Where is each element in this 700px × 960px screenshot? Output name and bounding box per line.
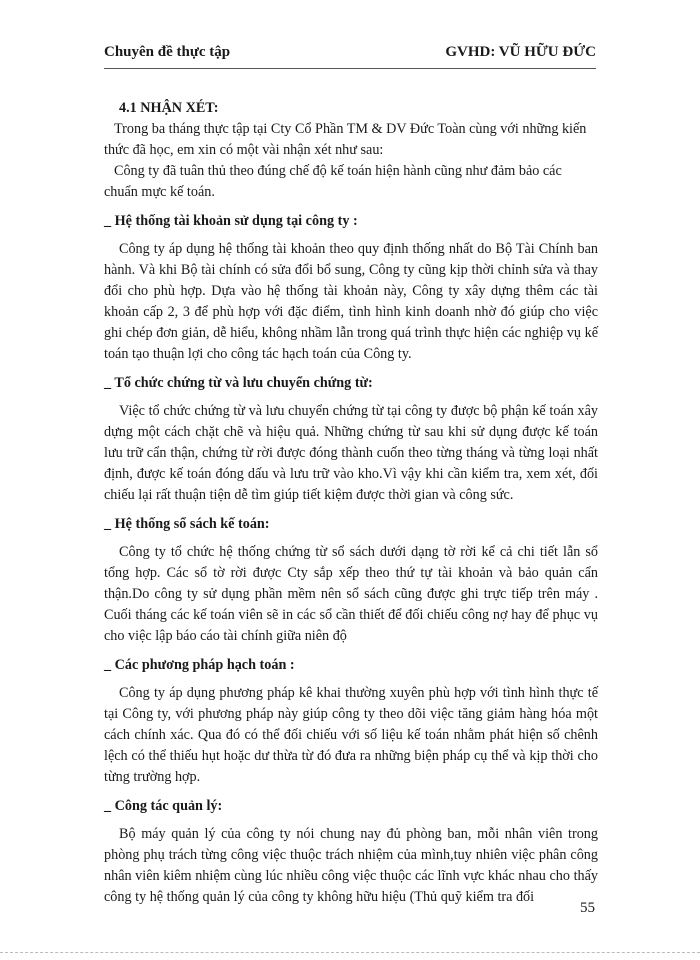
paragraph-management: Bộ máy quản lý của công ty nói chung nay đủ phòng ban, mỗi nhân viên trong phòng phụ trách từng công việc thuộc trách nhiệm của mình,tuy nhiên việc phân công nhân viên kiêm nhiệm cùng lúc nhiều công việc thuộc các lĩnh vực khác nhau cho thấy công ty hệ thống quản lý của công ty không hữu hiệu (Thủ quỹ kiểm tra đối — [104, 826, 598, 905]
heading-management: _ Công tác quản lý: — [104, 798, 223, 814]
paragraph-voucher-organization: Việc tổ chức chứng từ và lưu chuyển chứng từ tại công ty được bộ phận kế toán xây dựng một cách chặt chẽ và hiệu quả. Những chứng từ sau khi sử dụng được kế toán lưu trữ cẩn thận, chứng từ rời được đóng thành cuốn theo từng tháng và từng loại nhất định, được kế toán đóng dấu và lưu trữ vào kho.Vì vậy khi cần kiểm tra, xem xét, đối chiếu lại rất thuận tiện dễ tìm giúp tiết kiệm được thời gian và công sức. — [104, 403, 598, 503]
paragraph-account-system: Công ty áp dụng hệ thống tài khoản theo quy định thống nhất do Bộ Tài Chính ban hành. Và khi Bộ tài chính có sửa đổi bổ sung, Công ty cũng kịp thời chỉnh sửa và thay đổi cho phù hợp. Dựa vào hệ thống tài khoản này, Công ty xây dựng thêm các tài khoản cấp 2, 3 để phù hợp với đặc điểm, tình hình kinh doanh nhờ đó giúp cho việc ghi chép đơn giản, dễ hiểu, không nhầm lẫn trong quá trình thực hiện các nghiệp vụ kế toán tạo thuận lợi cho công tác hạch toán của Công ty. — [104, 241, 598, 362]
intro-paragraph-1: Trong ba tháng thực tập tại Cty Cổ Phần TM & DV Đức Toàn cùng với những kiến thức đã học, em xin có một vài nhận xét như sau: — [104, 121, 587, 158]
heading-accounting-books: _ Hệ thống sổ sách kế toán: — [104, 516, 270, 532]
intro-block — [104, 119, 598, 203]
header-right-advisor: GVHD: VŨ HỮU ĐỨC — [445, 44, 596, 60]
heading-accounting-methods: _ Các phương pháp hạch toán : — [104, 657, 295, 673]
header-left-title: Chuyên đề thực tập — [104, 44, 231, 60]
intro-paragraph-2: Công ty đã tuân thủ theo đúng chế độ kế toán hiện hành cũng như đảm bảo các chuẩn mực kế toán. — [104, 163, 562, 200]
paragraph-accounting-books: Công ty tổ chức hệ thống chứng từ sổ sách dưới dạng tờ rời kể cả chi tiết lẫn sổ tổng hợp. Các sổ tờ rời được Cty sắp xếp theo thứ tự tài khoản và bảo quản cẩn thận.Do công ty sử dụng phần mềm nên sổ sách cũng được ghi trực tiếp trên máy . Cuối tháng các kế toán viên sẽ in các sổ cần thiết để đối chiếu công nợ hay để phục vụ cho việc lập báo cáo tài chính giữa niên độ — [104, 544, 598, 644]
document-body — [104, 98, 598, 908]
heading-voucher-organization: _ Tổ chức chứng từ và lưu chuyển chứng từ: — [104, 375, 373, 391]
page-number: 55 — [580, 900, 595, 916]
heading-account-system: _ Hệ thống tài khoản sử dụng tại công ty : — [104, 213, 358, 229]
paragraph-accounting-methods: Công ty áp dụng phương pháp kê khai thường xuyên phù hợp với tình hình thực tế tại Công ty, với phương pháp này giúp công ty theo dõi việc tăng giảm hàng hóa một cách chính xác. Qua đó có thể đối chiếu với số liệu kế toán nhằm phát hiện số chênh lệch có thể thiếu hụt hoặc dư thừa từ đó đưa ra những biện pháp cụ thể và kịp thời cho từng trường hợp. — [104, 685, 598, 785]
section-title: 4.1 NHẬN XÉT: — [119, 100, 219, 116]
page-header — [104, 44, 596, 61]
header-divider — [104, 68, 596, 69]
page-bottom-border — [0, 952, 700, 953]
